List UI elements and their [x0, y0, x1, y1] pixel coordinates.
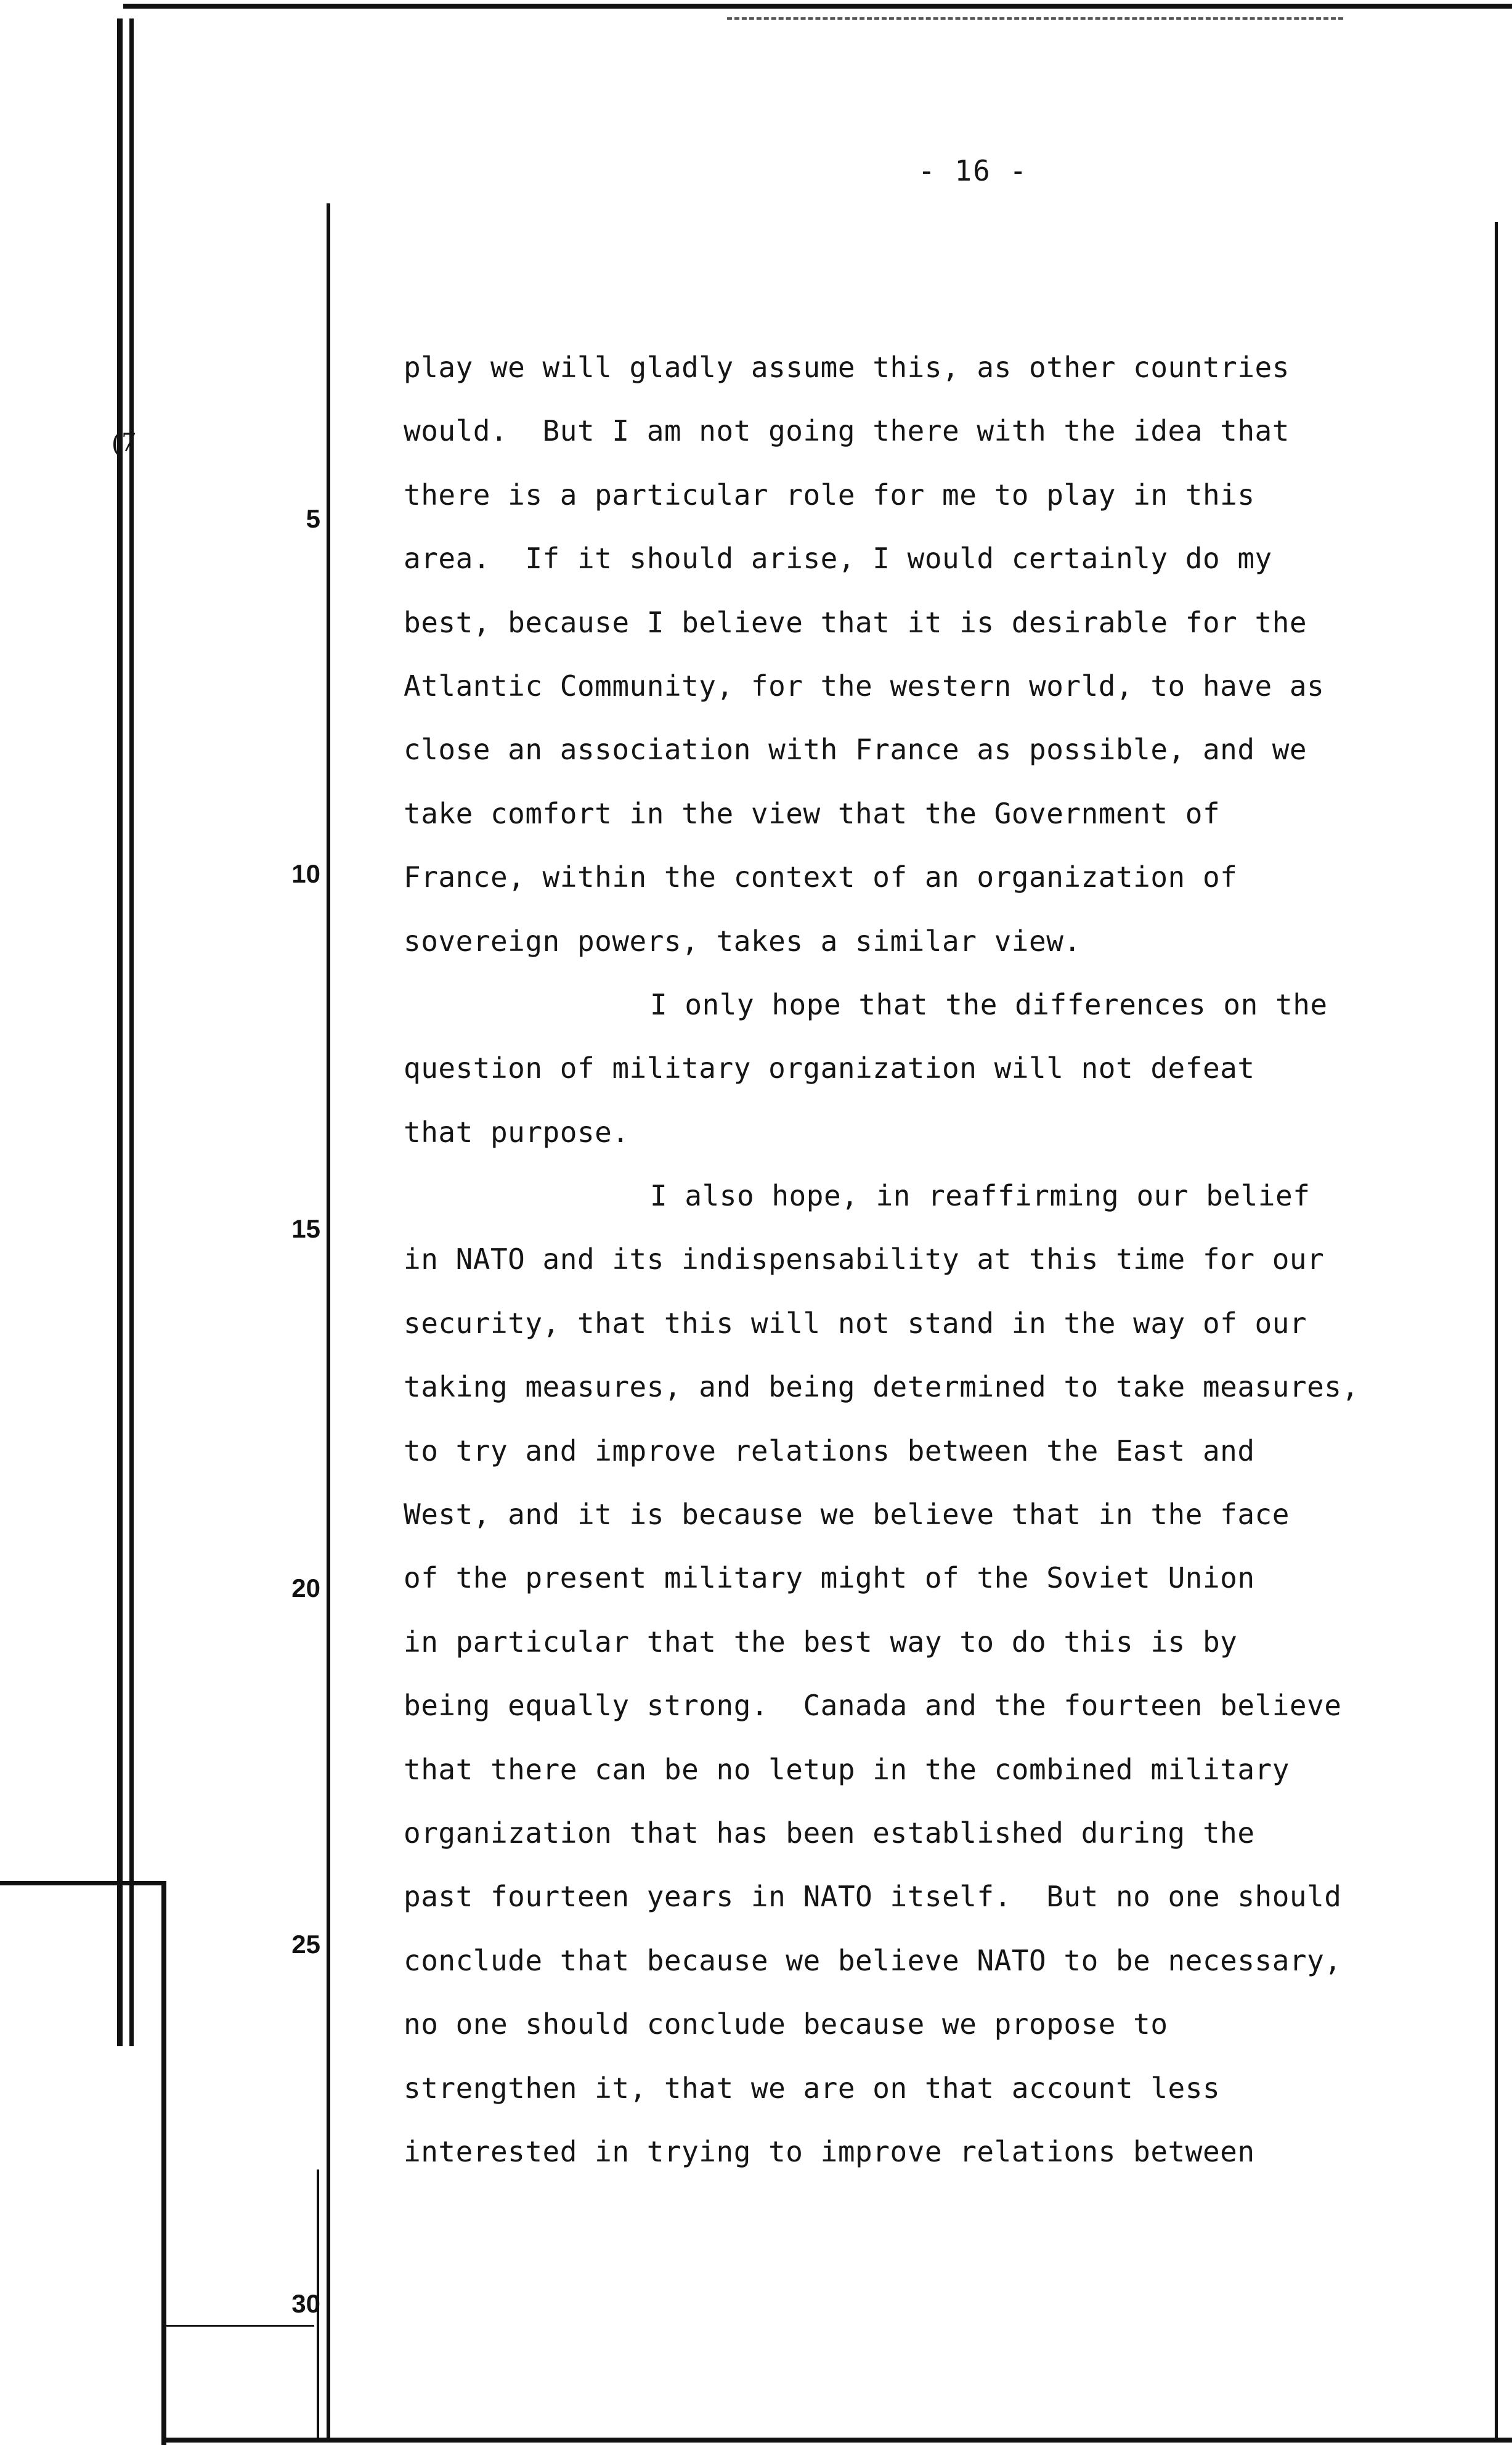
- text-line: past fourteen years in NATO itself. But no one should: [404, 1880, 1342, 1914]
- text-line: take comfort in the view that the Government of: [404, 796, 1221, 830]
- left-binding-line-outer: [117, 18, 123, 2046]
- text-line: in NATO and its indispensability at this time for our: [404, 1243, 1325, 1276]
- body-text: [404, 336, 1451, 2184]
- text-line: West, and it is because we believe that in the face: [404, 1498, 1290, 1532]
- text-line: play we will gladly assume this, as other countries: [404, 351, 1290, 384]
- line-number-5: 5: [306, 504, 320, 533]
- left-binding-line-inner: [129, 18, 134, 2046]
- text-line: conclude that because we believe NATO to be necessary,: [404, 1943, 1342, 1977]
- text-line: sovereign powers, takes a similar view.: [404, 924, 1081, 958]
- text-line: to try and improve relations between the East and: [404, 1434, 1255, 1467]
- top-dashed-line: [727, 17, 1343, 22]
- text-line: I also hope, in reaffirming our belief: [650, 1179, 1311, 1213]
- text-line: that purpose.: [404, 1115, 630, 1149]
- text-line: France, within the context of an organization of: [404, 860, 1238, 894]
- text-line: strengthen it, that we are on that account less: [404, 2071, 1221, 2105]
- bottom-rule-30: [166, 2325, 314, 2327]
- bottom-frame-horizontal: [161, 2438, 1512, 2443]
- line-number-10: 10: [291, 859, 320, 888]
- text-line: organization that has been established during the: [404, 1816, 1255, 1850]
- text-line: close an association with France as possible, and we: [404, 733, 1307, 767]
- left-frame-vertical: [161, 1881, 166, 2445]
- left-frame-horizontal: [0, 1881, 163, 1885]
- text-line: would. But I am not going there with the idea that: [404, 414, 1290, 448]
- top-border-line: [123, 4, 1512, 16]
- text-line: interested in trying to improve relations between: [404, 2134, 1255, 2168]
- text-line: that there can be no letup in the combined military: [404, 1752, 1290, 1786]
- text-line: Atlantic Community, for the western world, to have as: [404, 669, 1325, 703]
- text-line: question of military organization will not defeat: [404, 1051, 1255, 1085]
- margin-rule-left: [327, 203, 330, 2441]
- text-line: security, that this will not stand in the way of our: [404, 1306, 1307, 1340]
- line-number-30: 30: [291, 2289, 320, 2318]
- text-line: I only hope that the differences on the: [650, 987, 1328, 1021]
- text-line: in particular that the best way to do this is by: [404, 1625, 1238, 1659]
- page-number: - 16 -: [918, 154, 1028, 187]
- margin-rule-right: [1495, 222, 1498, 2441]
- text-line: there is a particular role for me to play in this: [404, 478, 1255, 512]
- line-number-15: 15: [291, 1214, 320, 1243]
- text-line: of the present military might of the Soviet Union: [404, 1561, 1255, 1595]
- line-number-25: 25: [291, 1930, 320, 1959]
- text-line: being equally strong. Canada and the fourteen believe: [404, 1689, 1342, 1723]
- text-line: no one should conclude because we propose to: [404, 2007, 1168, 2041]
- margin-mark: (7: [112, 426, 136, 457]
- line-number-20: 20: [291, 1574, 320, 1602]
- text-line: best, because I believe that it is desirable for the: [404, 605, 1307, 639]
- text-line: area. If it should arise, I would certainly do my: [404, 542, 1272, 576]
- text-line: taking measures, and being determined to take measures,: [404, 1370, 1359, 1404]
